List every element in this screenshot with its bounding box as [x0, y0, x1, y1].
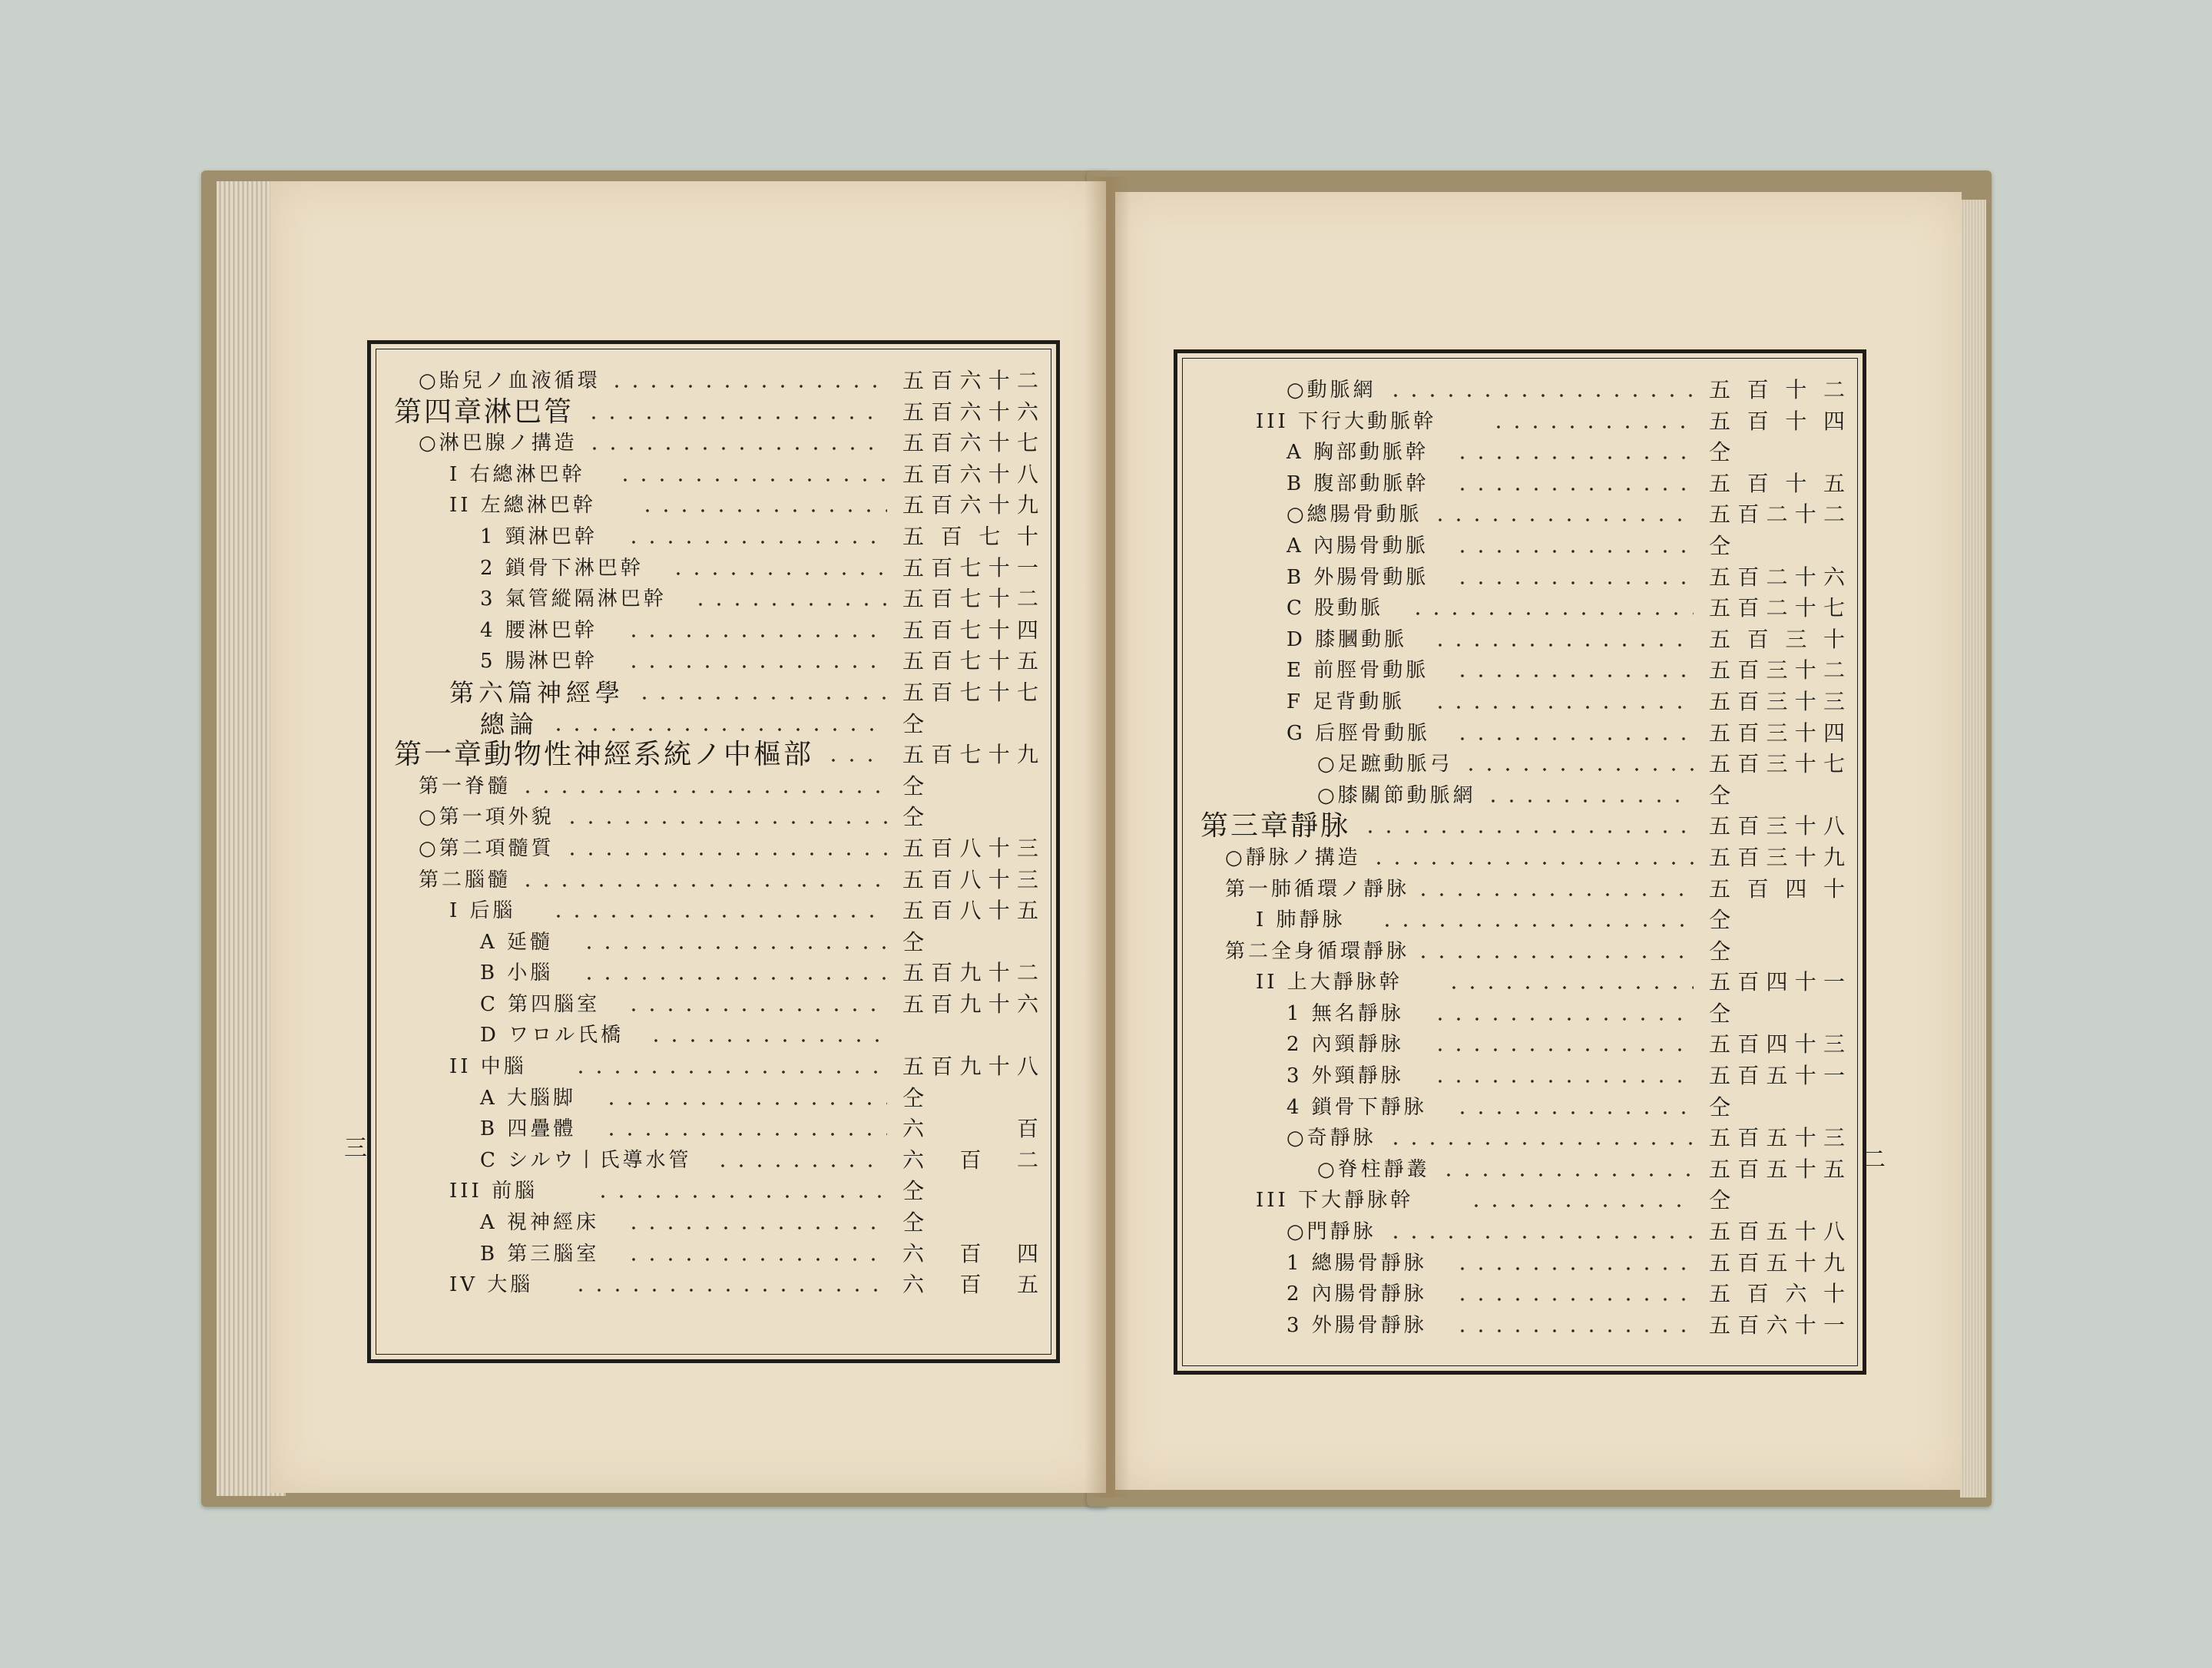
toc-entry-title: D ワロル氏橋: [480, 1024, 624, 1047]
dot-leader: [824, 758, 887, 763]
toc-entry-title: 第四章淋巴管: [394, 395, 575, 428]
toc-page-number: 六百四: [902, 1240, 1041, 1266]
toc-entry-title: 第一肺循環ノ靜脉: [1225, 877, 1410, 901]
toc-entry-title: B 小腦: [480, 961, 554, 985]
dot-leader: [714, 1163, 887, 1168]
dot-leader: [585, 446, 887, 451]
toc-page-number: 五百六十一: [1709, 1312, 1847, 1338]
toc-entry-title: 2 內腸骨靜脉: [1286, 1282, 1427, 1306]
toc-entry-title: 1 無名靜脉: [1286, 1001, 1404, 1025]
toc-entry-title: E 前脛骨動脈: [1286, 659, 1429, 683]
toc-entry-title: 1 總腸骨靜脉: [1286, 1251, 1427, 1275]
toc-page-number: 仝: [902, 928, 927, 955]
toc-entry: [1188, 1123, 1852, 1154]
toc-entry-title: 總論: [480, 709, 539, 739]
toc-entry-title: ○動脈網: [1286, 379, 1376, 402]
toc-entry-title: ○淋巴腺ノ搆造: [419, 432, 578, 455]
toc-entry: [382, 1020, 1045, 1051]
dot-leader: [1431, 1047, 1694, 1052]
toc-entry: [1188, 718, 1852, 750]
dot-leader: [608, 384, 887, 389]
dot-leader: [1361, 829, 1694, 834]
toc-entry: [1188, 1310, 1852, 1342]
dot-leader: [1467, 1203, 1694, 1208]
toc-entry-title: II 中腦: [449, 1055, 527, 1079]
dot-leader: [1453, 1266, 1694, 1271]
toc-page-number: 五百六十六: [902, 399, 1041, 425]
toc-page-number: 五百六十八: [902, 461, 1041, 487]
toc-entry: [382, 366, 1045, 397]
toc-entry-title: 第二腦髓: [419, 868, 512, 892]
toc-page-number: 五百八十五: [902, 898, 1041, 924]
dot-leader: [1453, 581, 1694, 585]
toc-entry-title: 5 腸淋巴幹: [480, 650, 598, 673]
toc-entry: [1188, 593, 1852, 624]
toc-page-number: 仝: [1709, 938, 1734, 964]
toc-entry-title: B 四疊體: [480, 1117, 577, 1141]
toc-entry: [382, 709, 1045, 740]
toc-page-number: 五百五十五: [1709, 1156, 1847, 1182]
toc-page-number: 仝: [1709, 1094, 1734, 1120]
left-contents-frame: [367, 340, 1060, 1363]
toc-entry-title: 4 腰淋巴幹: [480, 618, 598, 642]
toc-entry: [382, 1176, 1045, 1207]
dot-leader: [1453, 487, 1694, 491]
toc-entry: [382, 490, 1045, 521]
toc-page-number: 五百二十二: [1709, 501, 1847, 528]
book-gutter: [1084, 177, 1131, 1498]
toc-page-number: 五百五十八: [1709, 1219, 1847, 1245]
toc-entry: [382, 1239, 1045, 1270]
toc-entry: [382, 584, 1045, 615]
toc-entry-title: III 下大靜脉幹: [1256, 1189, 1414, 1213]
toc-entry: [1188, 780, 1852, 812]
toc-page-number: 五百七十二: [902, 586, 1041, 612]
toc-entry-title: B 外腸骨動脈: [1286, 565, 1429, 589]
toc-page-number: 五百七十一: [902, 554, 1041, 581]
dot-leader: [1453, 736, 1694, 741]
toc-page-number: 仝: [1709, 1000, 1734, 1026]
dot-leader: [1369, 861, 1694, 865]
toc-entry-title: 2 內頸靜脉: [1286, 1033, 1404, 1057]
toc-entry: [382, 895, 1045, 927]
toc-page-number: 仝: [1709, 782, 1734, 808]
toc-page-number: 五百七十五: [902, 648, 1041, 674]
left-contents-list: [382, 366, 1045, 1301]
toc-page-number: 五百十二: [1709, 377, 1847, 402]
toc-entry-title: ○足蹠動脈弓: [1317, 753, 1453, 776]
dot-leader: [638, 508, 887, 513]
dot-leader: [549, 727, 887, 732]
toc-entry: [382, 1083, 1045, 1114]
toc-entry: [1188, 1061, 1852, 1092]
toc-entry: [1188, 624, 1852, 656]
dot-leader: [1439, 1173, 1694, 1177]
right-contents-list: [1188, 375, 1852, 1341]
toc-page-number: 五百四十一: [1709, 969, 1847, 995]
toc-page-number: 五百六十七: [902, 430, 1041, 456]
toc-entry-title: 第六篇神經學: [449, 677, 625, 707]
toc-page-number: 五百十五: [1709, 470, 1847, 496]
toc-entry: [382, 521, 1045, 553]
toc-page-number: 五百六十二: [902, 368, 1041, 393]
dot-leader: [1453, 1297, 1694, 1302]
toc-entry-title: 第一脊髓: [419, 774, 512, 798]
toc-entry: [1188, 687, 1852, 718]
dot-leader: [580, 945, 887, 950]
toc-page-number: 五百八十三: [902, 835, 1041, 861]
toc-entry-title: A 胸部動脈幹: [1286, 441, 1429, 465]
toc-page-number: 六百五: [902, 1272, 1041, 1298]
toc-entry-title: 1 頸淋巴幹: [480, 525, 598, 548]
toc-page-number: 仝: [1709, 1187, 1734, 1213]
toc-entry-title: I 后腦: [449, 899, 516, 923]
toc-page-number: 五百七十九: [902, 742, 1041, 768]
dot-leader: [571, 1070, 887, 1074]
toc-entry-title: B 第三腦室: [480, 1242, 600, 1266]
toc-entry: [1188, 998, 1852, 1030]
dot-leader: [1431, 1017, 1694, 1021]
right-contents-frame: [1174, 349, 1866, 1375]
toc-entry: [1188, 562, 1852, 594]
toc-entry-title: D 膝膕動脈: [1286, 627, 1408, 651]
toc-entry: [382, 1051, 1045, 1083]
dot-leader: [1386, 1141, 1694, 1146]
dot-leader: [624, 634, 887, 638]
toc-entry: [382, 865, 1045, 896]
toc-entry: [382, 958, 1045, 989]
toc-entry-title: 3 外腸骨靜脉: [1286, 1313, 1427, 1337]
toc-page-number: 五百六十: [1709, 1281, 1847, 1307]
dot-leader: [584, 415, 887, 420]
dot-leader: [1386, 1235, 1694, 1239]
dot-leader: [1453, 1329, 1694, 1333]
dot-leader: [580, 976, 887, 981]
toc-entry-title: ○貽兒ノ血液循環: [419, 369, 601, 392]
toc-entry-title: I 右總淋巴幹: [449, 462, 585, 486]
toc-entry: [382, 1269, 1045, 1301]
right-folio: 二: [1863, 1147, 1886, 1173]
page-edges-right: [1960, 200, 1986, 1498]
dot-leader: [1453, 673, 1694, 678]
toc-entry-title: C シルウ丨氏導水管: [480, 1148, 692, 1172]
toc-entry-title: 2 鎖骨下淋巴幹: [480, 556, 644, 580]
toc-entry-title: ○脊柱靜叢: [1317, 1157, 1430, 1181]
toc-entry-title: 第二全身循環靜脉: [1225, 939, 1410, 963]
dot-leader: [624, 540, 887, 544]
toc-entry: [1188, 1029, 1852, 1061]
dot-leader: [624, 1008, 887, 1012]
toc-page-number: 仝: [1709, 439, 1734, 465]
toc-page-number: 五百七十七: [902, 679, 1041, 705]
dot-leader: [549, 914, 887, 918]
dot-leader: [1462, 767, 1694, 772]
toc-entry-title: F 足背動脈: [1286, 690, 1406, 713]
toc-page-number: 仝: [902, 1210, 927, 1236]
toc-page-number: 五百三十九: [1709, 844, 1847, 870]
toc-entry: [382, 677, 1045, 709]
dot-leader: [1445, 985, 1694, 990]
dot-leader: [602, 1132, 887, 1137]
dot-leader: [1453, 455, 1694, 460]
toc-page-number: 五百三十四: [1709, 720, 1847, 746]
dot-leader: [594, 1194, 887, 1199]
toc-entry: [1188, 1092, 1852, 1124]
toc-page-number: 五百五十三: [1709, 1125, 1847, 1151]
dot-leader: [518, 883, 887, 888]
toc-entry: [382, 740, 1045, 771]
toc-entry: [1188, 967, 1852, 998]
toc-entry: [1188, 936, 1852, 968]
dot-leader: [1489, 425, 1694, 429]
toc-entry: [382, 1114, 1045, 1145]
toc-page-number: 五百三十二: [1709, 657, 1847, 683]
toc-entry-title: IV 大腦: [449, 1273, 534, 1297]
toc-page-number: 五百三十三: [1709, 688, 1847, 714]
toc-entry: [1188, 375, 1852, 406]
toc-page-number: 五百二十六: [1709, 564, 1847, 590]
dot-leader: [1431, 518, 1694, 522]
dot-leader: [1431, 1079, 1694, 1084]
dot-leader: [635, 696, 887, 700]
toc-page-number: 五百九十八: [902, 1054, 1041, 1080]
dot-leader: [1431, 643, 1694, 647]
toc-entry: [1188, 531, 1852, 562]
toc-entry-title: 3 氣管縱隔淋巴幹: [480, 587, 667, 611]
toc-page-number: 五百九十六: [902, 991, 1041, 1017]
dot-leader: [1414, 955, 1694, 959]
dot-leader: [563, 820, 887, 825]
toc-page-number: 五百八十三: [902, 866, 1041, 892]
toc-entry: [1188, 1279, 1852, 1310]
toc-entry-title: C 股動脈: [1286, 597, 1384, 621]
dot-leader: [647, 1038, 887, 1043]
toc-page-number: 六百: [902, 1116, 1041, 1142]
toc-entry: [1188, 406, 1852, 438]
toc-page-number: 六百二: [902, 1147, 1041, 1173]
toc-page-number: 五百五十一: [1709, 1063, 1847, 1089]
left-folio: 三: [344, 1135, 367, 1162]
toc-entry-title: 4 鎖骨下靜脉: [1286, 1095, 1427, 1119]
toc-entry-title: III 前腦: [449, 1180, 538, 1203]
toc-entry: [382, 771, 1045, 803]
toc-entry: [1188, 1185, 1852, 1216]
toc-page-number: 五百七十: [902, 523, 1041, 549]
dot-leader: [1386, 393, 1694, 398]
dot-leader: [518, 789, 887, 794]
toc-entry: [382, 1207, 1045, 1239]
toc-entry-title: B 腹部動脈幹: [1286, 472, 1429, 495]
toc-entry: [1188, 811, 1852, 842]
dot-leader: [624, 664, 887, 669]
toc-entry-title: ○第一項外貌: [419, 806, 555, 829]
dot-leader: [1484, 799, 1694, 803]
dot-leader: [602, 1101, 887, 1106]
toc-entry: [1188, 1216, 1852, 1248]
toc-entry-title: ○門靜脉: [1286, 1220, 1376, 1244]
toc-entry-title: ○奇靜脉: [1286, 1127, 1376, 1150]
toc-entry: [1188, 437, 1852, 468]
toc-entry-title: III 下行大動脈幹: [1256, 409, 1437, 433]
toc-page-number: 五百十四: [1709, 408, 1847, 434]
toc-entry: [1188, 499, 1852, 531]
dot-leader: [571, 1288, 887, 1292]
toc-page-number: 仝: [902, 773, 927, 799]
toc-entry-title: C 第四腦室: [480, 992, 601, 1016]
toc-entry: [1188, 842, 1852, 874]
toc-entry: [382, 802, 1045, 833]
toc-entry: [382, 646, 1045, 677]
dot-leader: [1378, 923, 1694, 928]
toc-entry: [382, 833, 1045, 865]
toc-entry-title: A 延髓: [480, 930, 554, 954]
toc-entry: [1188, 468, 1852, 500]
toc-entry-title: 第一章動物性神經系統ノ中樞部: [394, 739, 814, 771]
toc-entry-title: I 肺靜脉: [1256, 908, 1346, 932]
toc-entry-title: 3 外頸靜脉: [1286, 1064, 1404, 1088]
toc-page-number: 五百五十九: [1709, 1249, 1847, 1276]
dot-leader: [624, 1257, 887, 1262]
toc-page-number: 仝: [902, 710, 927, 736]
toc-entry: [382, 927, 1045, 958]
toc-entry: [1188, 749, 1852, 780]
toc-entry-title: A 內腸骨動脈: [1286, 534, 1429, 558]
dot-leader: [1431, 705, 1694, 710]
toc-page-number: 仝: [902, 804, 927, 830]
toc-entry: [1188, 655, 1852, 687]
toc-page-number: 仝: [902, 1084, 927, 1110]
toc-page-number: 仝: [902, 1178, 927, 1204]
toc-entry: [382, 428, 1045, 459]
toc-entry: [1188, 905, 1852, 936]
toc-entry: [382, 615, 1045, 647]
toc-entry-title: II 上大靜脉幹: [1256, 971, 1402, 995]
toc-page-number: 五百三十七: [1709, 751, 1847, 777]
toc-entry: [1188, 1248, 1852, 1279]
dot-leader: [1453, 549, 1694, 554]
toc-entry: [382, 459, 1045, 491]
dot-leader: [1453, 1110, 1694, 1115]
dot-leader: [624, 1226, 887, 1230]
toc-page-number: 五百四十: [1709, 875, 1847, 902]
toc-entry-title: 第三章靜脉: [1200, 810, 1351, 842]
toc-page-number: 仝: [1709, 907, 1734, 933]
toc-entry-title: G 后脛骨動脈: [1286, 721, 1431, 745]
toc-page-number: 五百二十七: [1709, 595, 1847, 621]
toc-entry-title: ○第二項髓質: [419, 836, 555, 860]
dot-leader: [669, 571, 887, 576]
toc-page-number: 五百七十四: [902, 617, 1041, 643]
toc-entry: [1188, 1154, 1852, 1186]
toc-entry-title: ○總腸骨動脈: [1286, 503, 1422, 527]
toc-entry-title: ○靜脉ノ搆造: [1225, 846, 1361, 869]
toc-entry: [382, 1145, 1045, 1177]
toc-entry: [1188, 874, 1852, 905]
toc-page-number: 五百三十: [1709, 626, 1847, 652]
toc-entry: [382, 989, 1045, 1021]
dot-leader: [1409, 611, 1694, 616]
toc-page-number: 五百三十八: [1709, 813, 1847, 839]
dot-leader: [1414, 892, 1694, 897]
toc-page-number: 仝: [1709, 532, 1734, 558]
toc-page-number: 五百六十九: [902, 492, 1041, 518]
toc-entry-title: II 左總淋巴幹: [449, 494, 596, 518]
toc-entry-title: A 視神經床: [480, 1211, 600, 1235]
toc-entry-title: ○膝關節動脈網: [1317, 783, 1476, 807]
toc-entry: [382, 397, 1045, 429]
toc-entry: [382, 553, 1045, 584]
toc-page-number: 五百九十二: [902, 960, 1041, 986]
dot-leader: [616, 478, 887, 482]
toc-entry-title: A 大腦脚: [480, 1086, 577, 1110]
dot-leader: [691, 602, 887, 607]
toc-page-number: 五百四十三: [1709, 1031, 1847, 1057]
dot-leader: [563, 852, 887, 856]
